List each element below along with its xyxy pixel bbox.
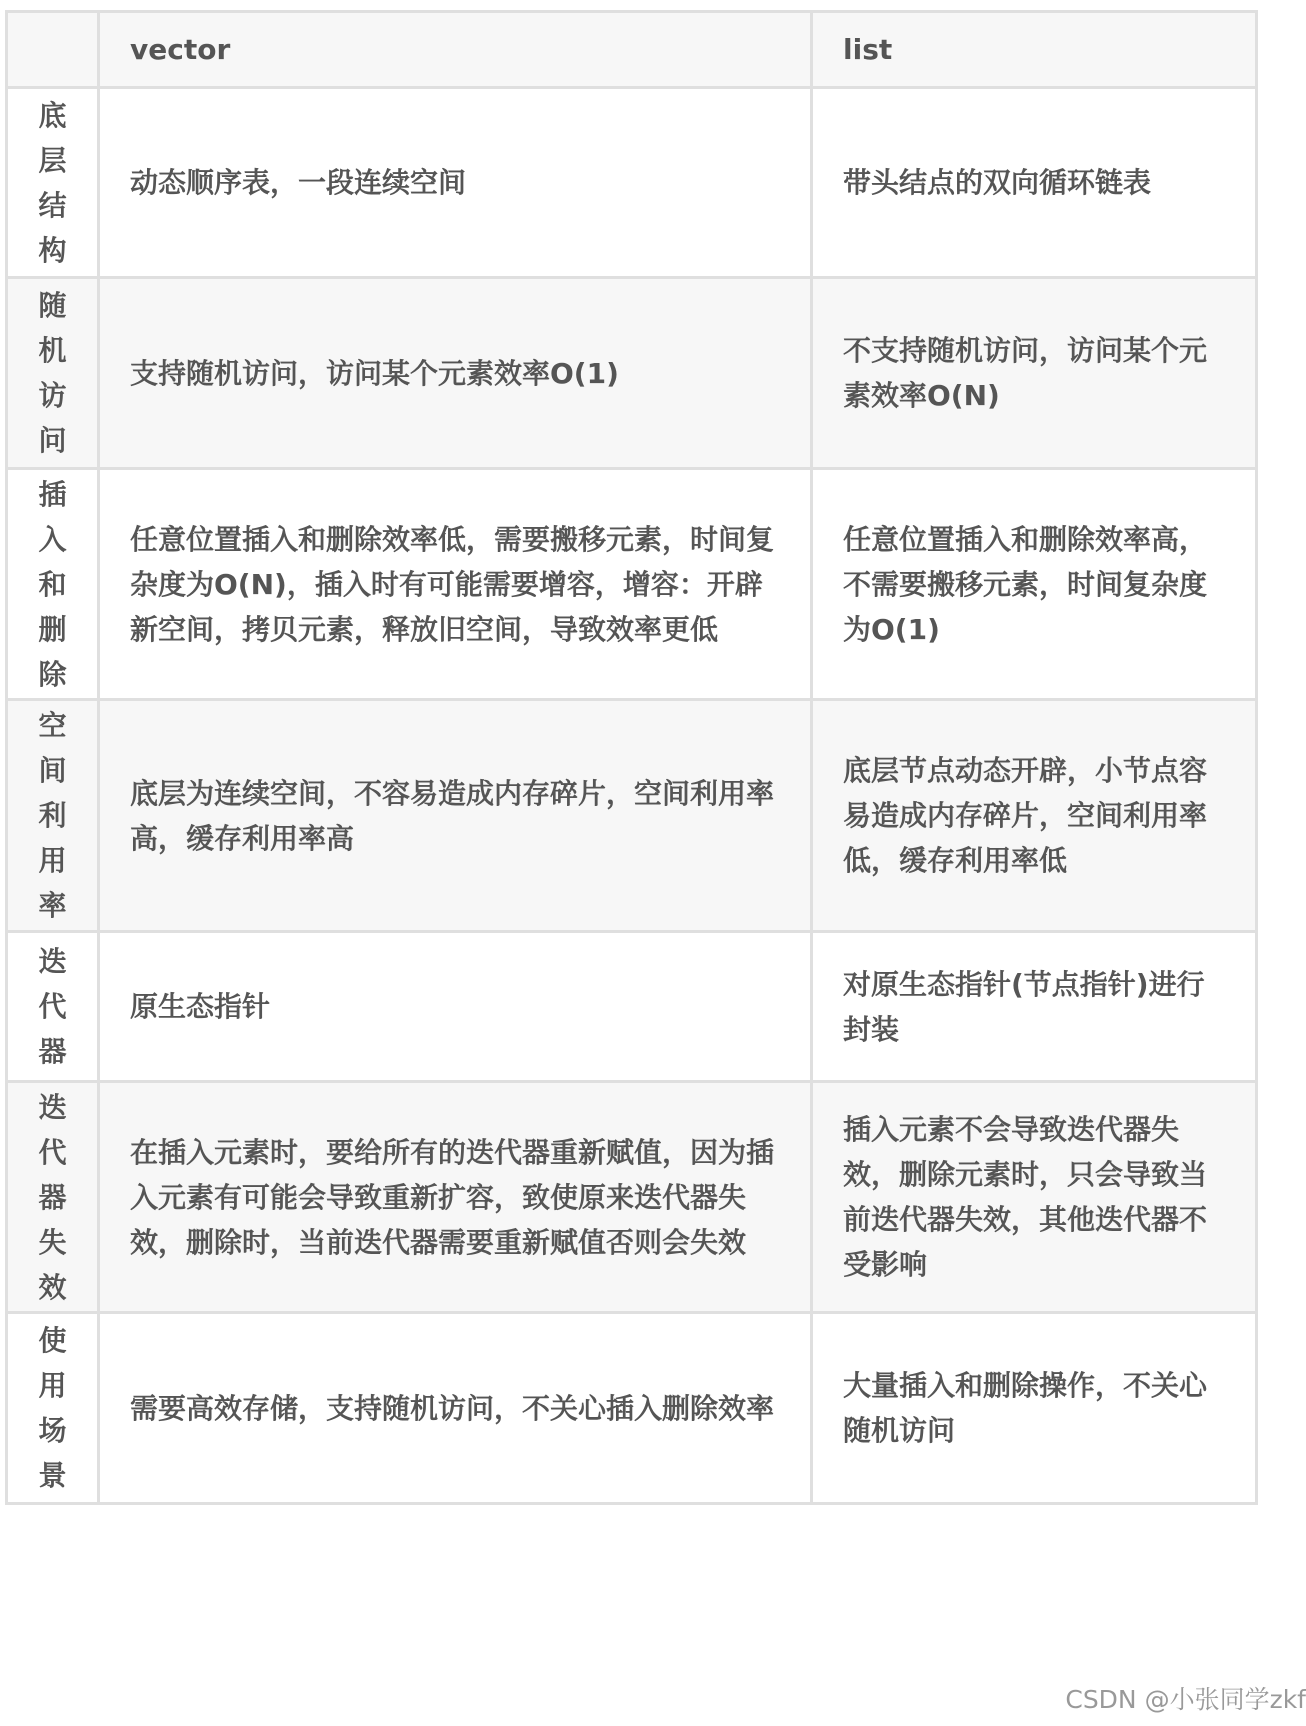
vector-cell: 在插入元素时，要给所有的迭代器重新赋值，因为插入元素有可能会导致重新扩容，致使原来迭代器失效，删除时，当前迭代器需要重新赋值否则会失效 xyxy=(99,1082,812,1313)
list-cell: 带头结点的双向循环链表 xyxy=(812,88,1257,278)
table-row xyxy=(7,88,1257,278)
header-vector: vector xyxy=(99,12,812,88)
list-cell: 对原生态指针(节点指针)进行封装 xyxy=(812,932,1257,1082)
vector-cell: 底层为连续空间，不容易造成内存碎片，空间利用率高，缓存利用率高 xyxy=(99,700,812,932)
header-list: list xyxy=(812,12,1257,88)
vector-cell: 动态顺序表，一段连续空间 xyxy=(99,88,812,278)
comparison-table xyxy=(5,10,1258,1505)
table-row xyxy=(7,278,1257,469)
table-row xyxy=(7,1313,1257,1504)
table-row xyxy=(7,1082,1257,1313)
row-label: 使用场景 xyxy=(7,1313,99,1504)
vector-cell: 需要高效存储，支持随机访问，不关心插入删除效率 xyxy=(99,1313,812,1504)
vector-cell: 支持随机访问，访问某个元素效率O(1) xyxy=(99,278,812,469)
vector-cell: 原生态指针 xyxy=(99,932,812,1082)
row-label: 随机访问 xyxy=(7,278,99,469)
list-cell: 任意位置插入和删除效率高，不需要搬移元素，时间复杂度为O(1) xyxy=(812,469,1257,700)
list-cell: 不支持随机访问，访问某个元素效率O(N) xyxy=(812,278,1257,469)
table-header-row xyxy=(7,12,1257,88)
row-label: 插入和删除 xyxy=(7,469,99,700)
vector-cell: 任意位置插入和删除效率低，需要搬移元素，时间复杂度为O(N)，插入时有可能需要增容，增容：开辟新空间，拷贝元素，释放旧空间，导致效率更低 xyxy=(99,469,812,700)
row-label: 迭代器 xyxy=(7,932,99,1082)
row-label: 底层结构 xyxy=(7,88,99,278)
row-label: 空间利用率 xyxy=(7,700,99,932)
table-row xyxy=(7,932,1257,1082)
header-corner xyxy=(7,12,99,88)
table-row xyxy=(7,700,1257,932)
table-row xyxy=(7,469,1257,700)
list-cell: 大量插入和删除操作，不关心随机访问 xyxy=(812,1313,1257,1504)
list-cell: 底层节点动态开辟，小节点容易造成内存碎片，空间利用率低，缓存利用率低 xyxy=(812,700,1257,932)
list-cell: 插入元素不会导致迭代器失效，删除元素时，只会导致当前迭代器失效，其他迭代器不受影响 xyxy=(812,1082,1257,1313)
row-label: 迭代器失效 xyxy=(7,1082,99,1313)
watermark: CSDN @小张同学zkf xyxy=(1065,1685,1306,1714)
